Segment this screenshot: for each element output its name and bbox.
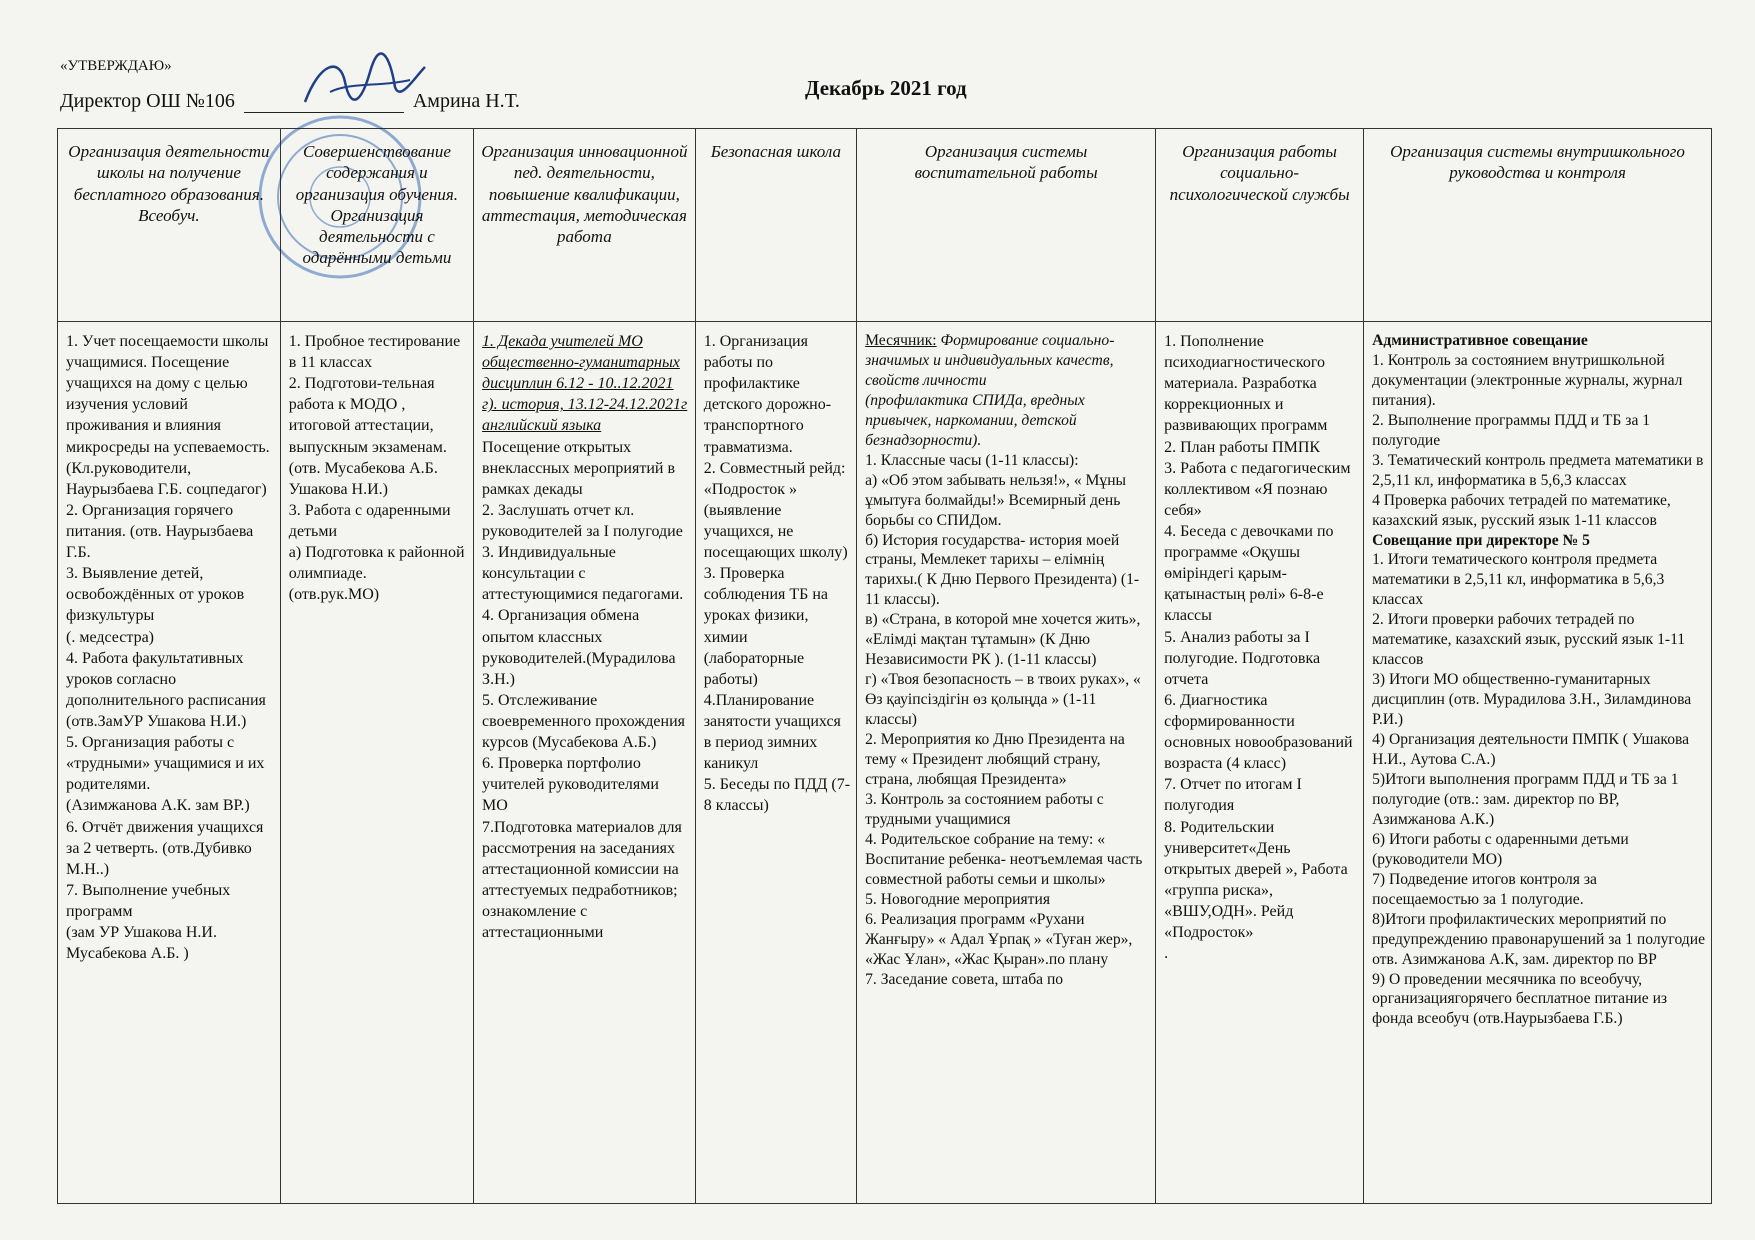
month-text: Формирование социально-значимых и индивидуальных качеств, свойств личности (865, 332, 1115, 389)
director-title: Директор ОШ №106 (60, 90, 235, 112)
cell-education (280, 322, 473, 1204)
cell-upbringing (857, 322, 1156, 1204)
list-item: 2. Подготови-тельная работа к МОДО , итоговой аттестации, выпускным экзаменам. (отв. Мусабекова А.Б. Ушакова Н.И.) (288, 375, 447, 498)
column-header-innovation: Организация инновационной пед. деятельности, повышение квалификации, аттестация, методическая работа (474, 129, 696, 322)
list-item: Посещение открытых внеклассных мероприятий в рамках декады (482, 438, 676, 498)
list-item: 1. Учет посещаемости школы учащимися. Посещение учащихся на дому с целью изучения условий проживания и влияния микросреды на успеваемость. (66, 333, 270, 456)
list-item: 3. Работа с педагогическим коллективом «Я познаю себя» (1164, 459, 1351, 519)
list-item: 4. Организация обмена опытом классных руководителей.(Мурадилова З.Н.) (482, 607, 676, 688)
plan-table (57, 128, 1712, 1204)
column-header-upbringing: Организация системы воспитательной работы (857, 129, 1156, 322)
list-item: 5. Анализ работы за I полугодие. Подготовка отчета (1164, 628, 1321, 688)
approve-label: «УТВЕРЖДАЮ» (60, 58, 172, 74)
list-item: а) «Об этом забывать нельзя!», « Мұны ұмытуға болмайды!» Всемирный день борьбы со СПИДом. (865, 471, 1127, 529)
list-item: 7) Подведение итогов контроля за посещаемостью за 1 полугодие. (1372, 870, 1597, 908)
list-item: 6. Реализация программ «Рухани Жанғыру» « Адал Ұрпақ » «Туған жер», «Жас Ұлан», «Жас Қыран».по плану (865, 910, 1133, 968)
director-meeting-title: Совещание при директоре № 5 (1372, 531, 1590, 549)
list-item: . (1164, 945, 1169, 963)
list-item: (Кл.руководители, Наурызбаева Г.Б. соцпедагог) (66, 459, 267, 498)
director-name: Амрина Н.Т. (412, 90, 520, 112)
director-line (60, 90, 520, 113)
cell-control (1364, 322, 1712, 1204)
column-header-psychology: Организация работы социально-психологической службы (1156, 129, 1364, 322)
cell-vseobuch (58, 322, 281, 1204)
list-item: а) Подготовка к районной олимпиаде. (288, 544, 465, 583)
list-item: 5)Итоги выполнения программ ПДД и ТБ за 1 полугодие (отв.: зам. директор по ВР, Азимжанова А.К.) (1372, 770, 1679, 828)
list-item: 2. Выполнение программы ПДД и ТБ за 1 полугодие (1372, 411, 1651, 449)
list-item: 7. Выполнение учебных программ (66, 881, 231, 920)
list-item: 1. Итоги тематического контроля предмета математики в 2,5,11 кл, информатика в 5,6,3 классах (1372, 551, 1665, 609)
list-item: 2. Заслушать отчет кл. руководителей за I полугодие (482, 501, 683, 540)
list-item: 6) Итоги работы с одаренными детьми (руководители МО) (1372, 830, 1629, 868)
cell-safety (695, 322, 856, 1204)
list-item: 5. Организация работы с «трудными» учащимися и их родителями. (66, 734, 265, 794)
list-item: 2. Мероприятия ко Дню Президента на тему « Президент любящий страну, страна, любящая Президента» (865, 731, 1125, 788)
list-item: 5. Беседы по ПДД (7-8 классы) (703, 776, 851, 815)
list-item: 9) О проведении месячника по всеобучу, организациягорячего бесплатное питание из фонда всеобуч (отв.Наурызбаева Г.Б.) (1372, 970, 1668, 1028)
list-item: 3. Работа с одаренными детьми (288, 501, 451, 540)
list-item: 4. Родительское собрание на тему: « Воспитание ребенка- неотъемлемая часть совместной работы семьи и школы» (865, 830, 1143, 888)
month-heading (865, 331, 1149, 391)
header-row (58, 129, 1712, 322)
content-row (58, 322, 1712, 1204)
column-header-control: Организация системы внутришкольного руководства и контроля (1364, 129, 1712, 322)
list-item: 6. Отчёт движения учащихся за 2 четверть. (отв.Дубивко М.Н..) (66, 818, 264, 878)
list-item: 3. Контроль за состоянием работы с трудными учащимися (865, 790, 1104, 828)
list-item: 6. Проверка портфолио учителей руководителями МО (482, 755, 659, 815)
list-item: 3. Выявление детей, освобождённых от уроков физкультуры (66, 565, 245, 625)
list-item: (отв.рук.МО) (288, 586, 380, 604)
month-sub: (профилактика СПИДа, вредных привычек, наркомании, детской безнадзорности). (865, 391, 1085, 449)
cell-innovation (474, 322, 696, 1204)
cell-psychology (1156, 322, 1364, 1204)
list-item: 7. Заседание совета, штаба по (865, 970, 1064, 988)
list-item: 1. Организация работы по профилактике детского дорожно-транспортного травматизма. (703, 333, 832, 456)
column-header-safety: Безопасная школа (695, 129, 856, 322)
list-item: 2. Совместный рейд: «Подросток » (выявление учащихся, не посещающих школу) (703, 459, 848, 562)
column-header-education: Совершенствование содержания и организация обучения. Организация деятельности с одарёнными детьми (280, 129, 473, 322)
page-title: Декабрь 2021 год (805, 76, 967, 100)
list-item: 2. Итоги проверки рабочих тетрадей по математике, казахский язык, русский язык 1-11 классов (1372, 611, 1686, 669)
column-header-vseobuch: Организация деятельности школы на получение бесплатного образования. Всеобуч. (58, 129, 281, 322)
list-item: (. медсестра) (66, 628, 154, 646)
month-label: Месячник: (865, 332, 937, 349)
list-item: 2. Организация горячего питания. (отв. Наурызбаева Г.Б. (66, 501, 254, 562)
list-item: 7.Подготовка материалов для рассмотрения на заседаниях аттестационной комиссии на аттестуемых педработников; ознакомление с аттестационными (482, 818, 682, 942)
list-item: 4.Планирование занятости учащихся в период зимних каникул (703, 691, 841, 773)
list-item: б) История государства- история моей страны, Мемлекет тарихы – елімнің тарихы.( К Дню Первого Президента) (1-11 классы). (865, 531, 1140, 609)
list-item: 2. План работы ПМПК (1164, 438, 1321, 456)
list-item: 1. Классные часы (1-11 классы): (865, 451, 1079, 469)
list-item: 8. Родительскии университет«День открытых дверей », Работа «группа риска», «ВШУ,ОДН». Рейд «Подросток» (1164, 818, 1348, 942)
list-item: 4. Беседа с девочками по программе «Оқушы өміріндегі қарым-қатынастың рөлі» 6-8-е классы (1164, 522, 1334, 625)
list-item: в) «Страна, в которой мне хочется жить», «Елімді мақтан тұтамын» (К Дню Независимости РК ). (1-11 классы) (865, 611, 1141, 669)
list-item: 4. Работа факультативных уроков согласно дополнительного расписания (отв.ЗамУР Ушакова Н.И.) (66, 649, 266, 730)
decade-item: 1. Декада учителей МО общественно-гуманитарных дисциплин 6.12 - 10..12.2021 г). история, 13.12-24.12.2021г английский языка (482, 333, 688, 435)
list-item: 1. Контроль за состоянием внутришкольной документации (электронные журналы, журнал питания). (1372, 351, 1683, 409)
admin-meeting-title: Административное совещание (1372, 332, 1588, 349)
list-item: 6. Диагностика сформированности основных новообразований возраста (4 класс) (1164, 691, 1353, 773)
list-item: 8)Итоги профилактических мероприятий по предупреждению правонарушений за 1 полугодие отв. Азимжанова А.К, зам. директор по ВР (1372, 910, 1705, 968)
list-item: 7. Отчет по итогам I полугодия (1164, 776, 1302, 815)
list-item: (зам УР Ушакова Н.И. Мусабекова А.Б. ) (66, 924, 217, 963)
list-item: (Азимжанова А.К. зам ВР.) (66, 797, 250, 815)
list-item: 3. Тематический контроль предмета математики в 2,5,11 кл, информатика в 5,6,3 классах (1372, 451, 1704, 489)
list-item: 3. Индивидуальные консультации с аттестующимися педагогами. (482, 544, 684, 604)
list-item: г) «Твоя безопасность – в твоих руках», « Өз қауіпсіздігін өз қолыңда » (1-11 классы) (865, 671, 1141, 729)
list-item: 5. Отслеживание своевременного прохождения курсов (Мусабекова А.Б.) (482, 691, 685, 752)
list-item: 3) Итоги МО общественно-гуманитарных дисциплин (отв. Мурадилова З.Н., Зиламдинова Р.И.) (1372, 671, 1692, 729)
list-item: 1. Пополнение психодиагностического материала. Разработка коррекционных и развивающих программ (1164, 333, 1328, 435)
list-item: 4) Организация деятельности ПМПК ( Ушакова Н.И., Аутова С.А.) (1372, 731, 1690, 769)
list-item: 1. Пробное тестирование в 11 классах (288, 333, 461, 372)
list-item: 5. Новогодние мероприятия (865, 890, 1050, 908)
list-item: 3. Проверка соблюдения ТБ на уроках физики, химии (лабораторные работы) (703, 565, 829, 688)
signature-icon (300, 52, 430, 112)
list-item: 4 Проверка рабочих тетрадей по математике, казахский язык, русский язык 1-11 классов (1372, 491, 1671, 529)
